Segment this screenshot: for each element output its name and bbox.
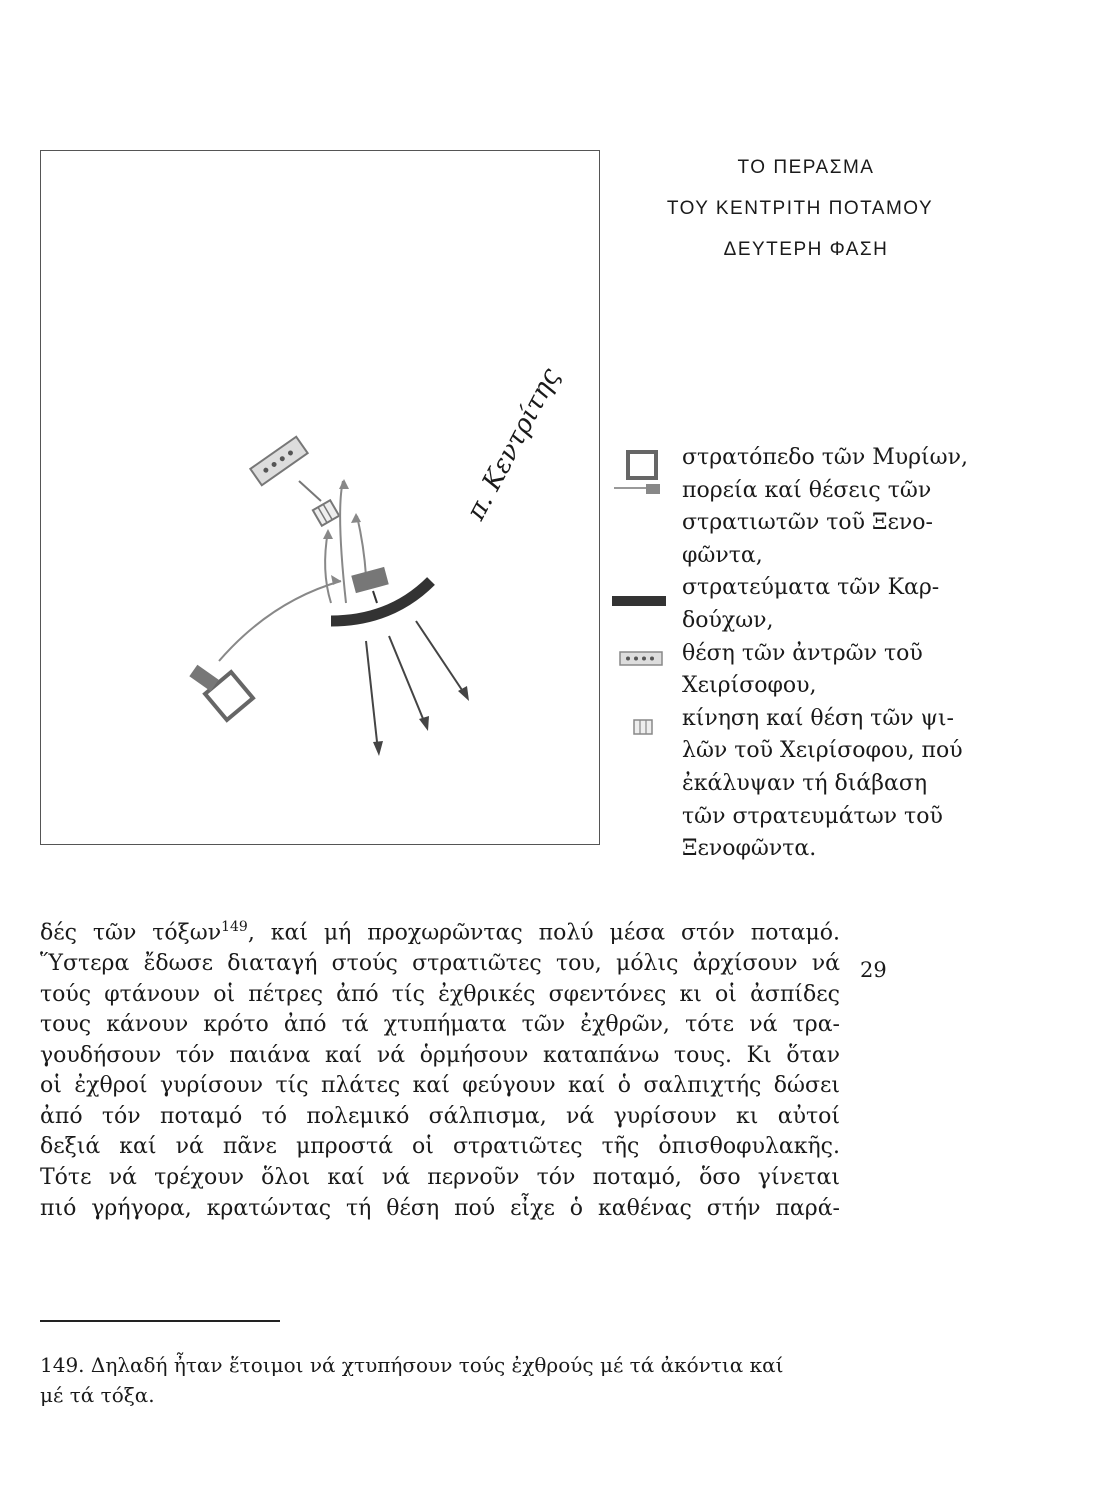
title-line: ΔΕΥΤΕΡΗ ΦΑΣΗ [723,239,889,260]
retreat-arrow [389,636,426,726]
body-line: ἀπό τόν ποταμό τό πολεμικό σάλπισμα, νά γυρίσουν κι αὐτοί [40,1103,840,1129]
advance-arrow [325,531,331,603]
footnote-ref: 149 [221,919,248,935]
title-line: ΤΟΥ ΚΕΝΤΡΙΤΗ ΠΟΤΑΜΟΥ [666,198,934,219]
chirisophos-position-icon [250,437,307,486]
camp-legend-icon [628,452,656,478]
legend-line: Ξενοφῶντα. [682,836,817,862]
chirisophos-legend-icon [620,652,662,665]
footnote-divider [40,1320,280,1322]
body-line: γουδήσουν τόν παιάνα καί νά ὁρμήσουν καταπάνω τους. Κι ὅταν [40,1042,840,1068]
retreat-arrow [416,621,466,696]
body-line: Ὕστερα ἔδωσε διαταγή στούς στρατιῶτες του, μόλις ἀρχίσουν νά [40,950,840,976]
advance-arrow [357,516,366,576]
legend-line: στρατόπεδο τῶν Μυρίων, [682,445,968,470]
kardouchoi-legend-icon [612,596,666,606]
body-line: Τότε νά τρέχουν ὅλοι καί νά περνοῦν τόν ποταμό, ὅσο γίνεται [40,1165,840,1191]
legend-line: στρατιωτῶν τοῦ Ξενο- [682,510,933,536]
xenophon-march-path [219,581,341,661]
position-legend-icon [646,484,660,494]
body-text [40,912,840,1224]
body-line: οἱ ἐχθροί γυρίσουν τίς πλάτες καί φεύγουν καί ὁ σαλπιχτής δώσει [40,1073,840,1099]
footnote-line: 149. Δηλαδή ἦταν ἕτοιμοι νά χτυπήσουν τούς ἐχθρούς μέ τά ἀκόντια καί [40,1353,784,1377]
battle-map [40,150,600,845]
light-troops-icon [313,500,339,526]
legend-icons [610,442,680,762]
body-line [40,912,840,949]
xenophon-unit-icon [351,567,389,593]
legend-line: πορεία καί θέσεις τῶν [682,477,932,503]
body-line: πιό γρήγορα, κρατώντας τή θέση πού εἶχε ὁ καθένας στήν παρά- [40,1195,840,1221]
light-troops-legend-icon [634,720,652,734]
advance-arrow [340,481,346,603]
title-line: ΤΟ ΠΕΡΑΣΜΑ [737,157,875,178]
retreat-arrow [366,641,378,751]
section-number: 29 [860,958,887,982]
river-label: π. Κεντρίτης [461,363,566,526]
body-line: δεξιά καί νά πᾶνε μπροστά οἱ στρατιῶτες τῆς ὀπισθοφυλακῆς. [40,1134,840,1160]
legend-line: Χειρίσοφου, [682,673,817,699]
body-line-text: , καί μή προχωρῶντας πολύ μέσα στόν ποταμό. [247,920,840,946]
footnote [40,1350,840,1410]
map-diagram [41,151,601,846]
map-title [620,158,980,281]
legend-line: θέση τῶν ἀντρῶν τοῦ [682,640,923,666]
legend-line: λῶν τοῦ Χειρίσοφου, πού [682,738,963,764]
legend-line: τῶν στρατευμάτων τοῦ [682,803,943,829]
legend-text [682,442,972,866]
legend-line: δούχων, [682,607,774,633]
footnote-line: μέ τά τόξα. [40,1383,155,1407]
body-line-text: δές τῶν τόξων [40,920,222,946]
legend-line: στρατεύματα τῶν Καρ- [682,575,940,601]
body-line: τους κάνουν κρότο ἀπό τά χτυπήματα τῶν ἐχθρῶν, τότε νά τρα- [40,1012,840,1038]
body-line: τούς φτάνουν οἱ πέτρες ἀπό τίς ἐχθρικές σφεντόνες κι οἱ ἀσπίδες [40,981,840,1007]
legend-line: φῶντα, [682,542,763,568]
legend-line: ἐκάλυψαν τή διάβαση [682,770,928,796]
legend-line: κίνηση καί θέση τῶν ψι- [682,705,954,731]
